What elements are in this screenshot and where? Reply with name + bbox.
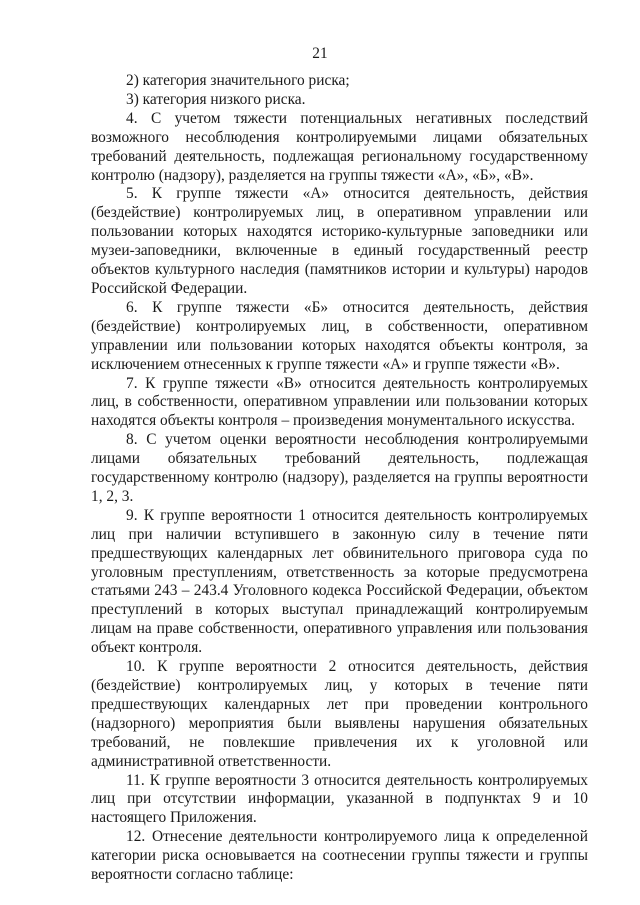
paragraph-8: 8. С учетом оценки вероятности несоблюдения контролируемыми лицами обязательных требований деятельность, подлежащая государственному контролю (надзору), разделяется на группы вероятности 1, 2, 3. (91, 431, 588, 505)
paragraph-item-2: 2) категория значительного риска; (126, 72, 350, 89)
paragraph-4: 4. С учетом тяжести потенциальных негативных последствий возможного несоблюдения контролируемыми лицами обязательных требований деятельность, подлежащая региональному государственному контролю (надзору), разделяется на группы тяжести «А», «Б», «В». (91, 109, 588, 184)
paragraph-9: 9. К группе вероятности 1 относится деятельность контролируемых лиц при наличии вступившего в законную силу в течение пяти предшествующих календарных лет обвинительного приговора суда по уголовным преступлениям, ответственность за которые предусмотрена статьями 243 – 243.4 Уголовного кодекса Российской Федерации, объектом преступлений в которых выступал принадлежащий контролируемым лицам на праве собственности, оперативного управления или пользования объект контроля. (91, 506, 588, 657)
paragraph-item-3: 3) категория низкого риска. (126, 90, 306, 108)
paragraph-6: 6. К группе тяжести «Б» относится деятельность, действия (бездействие) контролируемых лиц, в собственности, оперативном управлении или пользовании которых находятся объекты контроля, за исключением отнесенных к группе тяжести «А» и группе тяжести «В». (91, 298, 588, 373)
paragraph-11: 11. К группе вероятности 3 относится деятельность контролируемых лиц при отсутствии информации, указанной в подпунктах 9 и 10 настоящего Приложения. (91, 771, 588, 827)
document-body (91, 72, 588, 885)
page-number: 21 (312, 45, 328, 62)
paragraph-12: 12. Отнесение деятельности контролируемого лица к определенной категории риска основывается на соотнесении группы тяжести и группы вероятности согласно таблице: (91, 828, 588, 884)
paragraph-10: 10. К группе вероятности 2 относится деятельность, действия (бездействие) контролируемых лиц, у которых в течение пяти предшествующих календарных лет при проведении контрольного (надзорного) мероприятия были выявлены нарушения обязательных требований, не повлекшие привлечения их к уголовной или административной ответственности. (91, 658, 588, 770)
paragraph-5: 5. К группе тяжести «А» относится деятельность, действия (бездействие) контролируемых лиц, в оперативном управлении или пользовании которых находятся историко-культурные заповедники или музеи-заповедники, включенные в единый государственный реестр объектов культурного наследия (памятников истории и культуры) народов Российской Федерации. (91, 185, 588, 297)
paragraph-7: 7. К группе тяжести «В» относится деятельность контролируемых лиц, в собственности, оперативном управлении или пользовании которых находятся объекты контроля – произведения монументального искусства. (91, 374, 588, 430)
